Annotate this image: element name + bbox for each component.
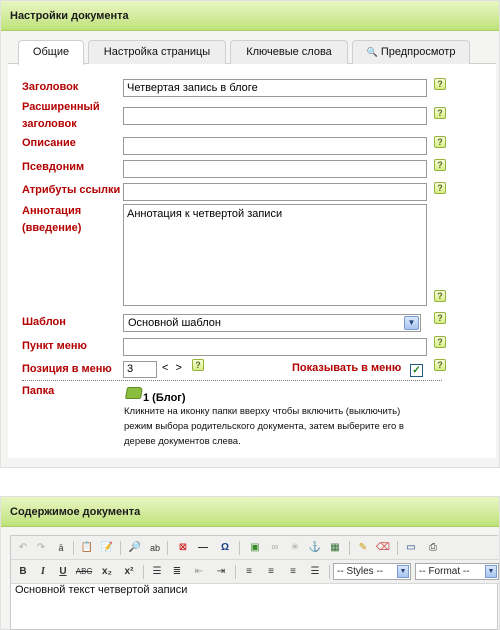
italic-icon[interactable]: I	[41, 566, 45, 577]
tab-page-settings[interactable]	[88, 40, 226, 64]
help-icon[interactable]: ?	[434, 336, 446, 348]
template-select-value: Основной шаблон	[128, 317, 221, 329]
paste-word-icon[interactable]: 📝	[100, 542, 114, 553]
title-label: Заголовок	[22, 81, 79, 93]
toolbar-separator	[143, 565, 144, 579]
menu-index-label: Позиция в меню	[22, 363, 112, 375]
horizontal-rule-icon[interactable]: —	[198, 542, 208, 553]
menu-index-input[interactable]: 3	[123, 361, 157, 378]
redo-icon[interactable]: ↷	[36, 542, 46, 553]
anchor-icon[interactable]: ⚓	[308, 542, 322, 553]
toolbar-separator	[349, 541, 350, 555]
separator	[22, 380, 442, 381]
styles-select-value: -- Styles --	[337, 566, 384, 577]
cleanup-icon[interactable]: ✎	[358, 542, 368, 553]
summary-label-line2: (введение)	[22, 222, 82, 234]
toolbar-separator	[329, 565, 330, 579]
format-select-value: -- Format --	[419, 566, 470, 577]
description-input[interactable]	[123, 137, 427, 155]
toolbar-separator	[120, 541, 121, 555]
select-all-icon[interactable]: ā	[58, 543, 64, 553]
underline-icon[interactable]: U	[59, 566, 67, 577]
tab-general-label: Общие	[32, 46, 70, 58]
align-left-icon[interactable]: ≡	[246, 566, 252, 577]
unlink-icon[interactable]: ✳	[290, 542, 300, 553]
description-label: Описание	[22, 137, 76, 149]
link-attributes-label: Атрибуты ссылки	[22, 184, 121, 196]
styles-select[interactable]	[333, 563, 411, 580]
undo-icon[interactable]: ↶	[18, 542, 28, 553]
help-icon[interactable]: ?	[434, 312, 446, 324]
folder-hint-text: Кликните на иконку папки вверху чтобы включить (выключить) режим выбора родительского документа, затем выберите его в дереве документов слева.	[124, 406, 404, 447]
tab-keywords-label: Ключевые слова	[246, 46, 332, 58]
subscript-icon[interactable]: x₂	[101, 566, 112, 577]
long-title-label-line1: Расширенный	[22, 101, 100, 113]
title-input[interactable]: Четвертая запись в блоге	[123, 79, 427, 97]
toolbar-separator	[397, 541, 398, 555]
find-icon[interactable]: 🔎	[128, 542, 142, 553]
paste-icon[interactable]: 📋	[80, 542, 94, 553]
chevron-down-icon[interactable]: ▼	[485, 565, 497, 578]
help-icon[interactable]: ?	[434, 136, 446, 148]
help-icon[interactable]: ?	[434, 78, 446, 90]
editor-content[interactable]: Основной текст четвертой записи	[15, 584, 188, 596]
bold-icon[interactable]: B	[19, 566, 27, 577]
align-justify-icon[interactable]: ☰	[310, 566, 320, 577]
summary-textarea[interactable]: Аннотация к четвертой записи	[123, 204, 427, 306]
show-in-menu-label: Показывать в меню	[292, 362, 402, 374]
settings-panel-title: Настройки документа	[1, 1, 499, 31]
long-title-input[interactable]	[123, 107, 427, 125]
editor-toolbar-row-2	[11, 560, 499, 584]
template-label: Шаблон	[22, 316, 66, 328]
tab-preview[interactable]	[352, 40, 470, 64]
special-char-icon[interactable]: Ω	[220, 542, 230, 553]
summary-label-line1: Аннотация	[22, 205, 82, 217]
media-icon[interactable]: ▦	[330, 542, 340, 553]
link-icon[interactable]: ∞	[271, 542, 279, 553]
tab-keywords[interactable]	[230, 40, 348, 64]
toolbar-separator	[235, 565, 236, 579]
print-icon[interactable]: ⎙	[429, 542, 437, 553]
menu-index-arrows[interactable]: < >	[162, 362, 184, 374]
help-icon[interactable]: ?	[434, 359, 446, 371]
fullscreen-icon[interactable]: ▭	[406, 542, 416, 553]
indent-icon[interactable]: ⇥	[216, 566, 226, 577]
editor-toolbar-row-1	[11, 536, 499, 560]
alias-input[interactable]	[123, 160, 427, 178]
strikethrough-icon[interactable]: ABC	[75, 567, 93, 576]
folder-icon[interactable]	[125, 387, 143, 399]
superscript-icon[interactable]: x²	[124, 566, 134, 577]
rich-text-editor	[10, 535, 498, 630]
tab-general[interactable]	[18, 40, 84, 65]
replace-icon[interactable]: ab	[149, 543, 160, 553]
long-title-label-line2: заголовок	[22, 118, 77, 130]
toolbar-separator	[167, 541, 168, 555]
template-select[interactable]	[123, 314, 421, 332]
link-attributes-input[interactable]	[123, 183, 427, 201]
help-icon[interactable]: ?	[434, 290, 446, 302]
align-center-icon[interactable]: ≡	[268, 566, 274, 577]
format-select[interactable]	[415, 563, 499, 580]
tab-page-settings-label: Настройка страницы	[103, 46, 211, 58]
magnifier-icon: 🔍	[366, 47, 378, 57]
menu-title-input[interactable]	[123, 338, 427, 356]
insert-image-icon[interactable]: ▣	[250, 542, 260, 553]
chevron-down-icon[interactable]: ▼	[397, 565, 409, 578]
content-panel-title: Содержимое документа	[1, 497, 499, 527]
align-right-icon[interactable]: ≡	[290, 566, 296, 577]
toolbar-separator	[73, 541, 74, 555]
help-icon[interactable]: ?	[192, 359, 204, 371]
chevron-down-icon[interactable]: ▼	[404, 316, 419, 330]
outdent-icon[interactable]: ⇤	[194, 566, 204, 577]
help-icon[interactable]: ?	[434, 182, 446, 194]
folder-label: Папка	[22, 385, 55, 397]
numbered-list-icon[interactable]: ≣	[172, 566, 182, 577]
help-icon[interactable]: ?	[434, 107, 446, 119]
bullet-list-icon[interactable]: ☰	[152, 566, 162, 577]
tab-preview-label: Предпросмотр	[380, 46, 456, 58]
toolbar-separator	[239, 541, 240, 555]
help-icon[interactable]: ?	[434, 159, 446, 171]
eraser-icon[interactable]: ⌫	[375, 542, 391, 553]
parent-folder-name: 1 (Блог)	[143, 392, 186, 404]
remove-format-icon[interactable]: ⊠	[178, 542, 188, 553]
alias-label: Псевдоним	[22, 161, 85, 173]
show-in-menu-checkbox[interactable]: ✓	[410, 364, 423, 377]
menu-title-label: Пункт меню	[22, 340, 87, 352]
